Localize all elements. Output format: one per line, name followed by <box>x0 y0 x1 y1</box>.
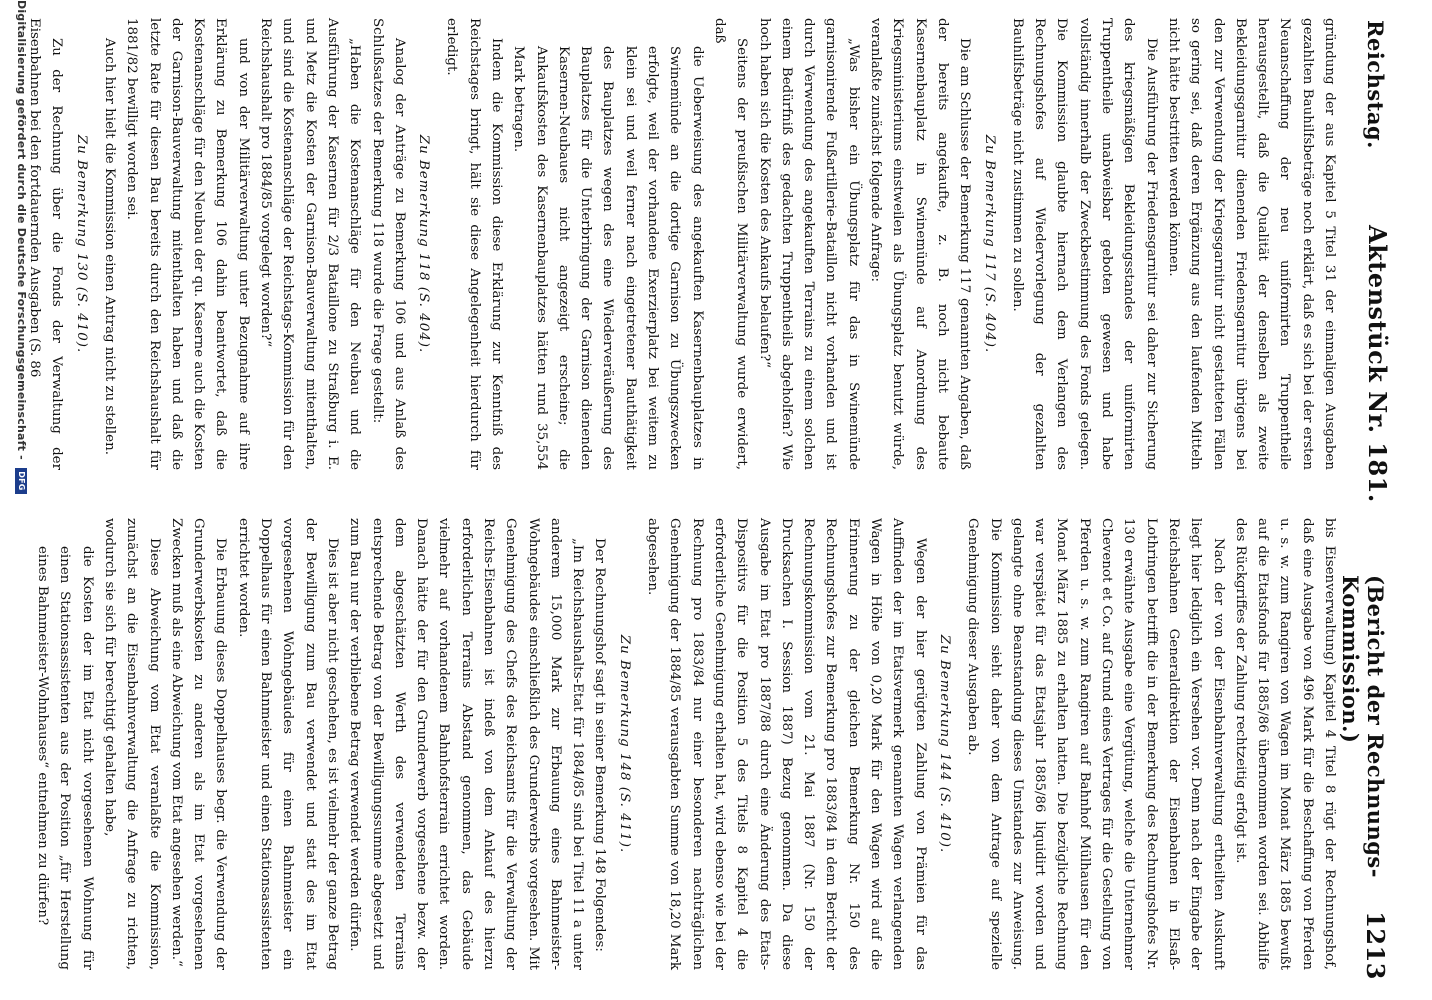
header-right: (Bericht der Rechnungs-Kommission.) <box>1338 575 1388 878</box>
paragraph: Nach der von der Eisenbahnverwaltung ertheilten Auskunft liegt hier lediglich ein Versehen vor. Denn nach der Eingabe der Reichsbahnen Generaldirektion der Eisenbahnen in Elsaß-Lothringen betrifft die in der Bemerkung des Rechnungshofes Nr. 130 erwähnte Ausgabe eine Vergütung, welche die Unternehmer Chevenot et Co. auf Grund eines Vertrages für die Gestellung von Pferden u. s. w. zum Rangiren auf Bahnhof Mülhausen für den Monat März 1885 zu erhalten hatten. Die bezügliche Rechnung war verspätet für das Etatsjahr 1885/86 liquidirt worden und gelangte ohne Beanstandung dieses Umstandes zur Anweisung. Die Kommission sieht daher von dem Antrage auf spezielle Genehmigung dieser Ausgaben ab. <box>965 518 1226 970</box>
page-header <box>1338 20 1392 980</box>
paragraph: Zu der Rechnung über die Fonds der Verwaltung der Eisenbahnen bei den fortdauernden Ausgaben (S. 86 <box>27 18 65 470</box>
paragraph: Analog der Anträge zu Bemerkung 106 und aus Anlaß des Schlußsatzes der Bemerkung 118 wurde die Frage gestellt: <box>369 18 407 470</box>
page-number: 1213 <box>1361 911 1390 980</box>
paragraph: gründung der aus Kapitel 5 Titel 31 der einmaligen Ausgaben gezahlten Bauhilfsbeträge noch erklärt, daß es sich bei der ersten Neuanschaffung der neu uniformirten Truppentheile herausgestellt, daß die Qualität der denselben als zweite Bekleidungsgarnitur dienenden Friedensgarnitur übrigens bei den zur Verwendung der Kriegsgarnitur nicht gestatteten Fällen so gering sei, daß deren Ergänzung aus den laufenden Mitteln nicht hätte bestritten werden können. <box>1165 18 1337 470</box>
section-heading: Zu Bemerkung 118 (S. 404). <box>416 134 432 354</box>
paragraph: Indem die Kommission diese Erklärung zur Kenntniß des Reichstages bringt, hält sie diese Angelegenheit hierdurch für erledigt. <box>444 18 505 470</box>
section-heading: Zu Bemerkung 144 (S. 410). <box>936 634 952 854</box>
footer-note <box>12 0 28 1000</box>
section-heading: Zu Bemerkung 148 (S. 411). <box>616 634 632 854</box>
paragraph: Die Erbauung dieses Doppelhauses begr. die Verwendung der Grunderwerbskosten zu anderen als im Etat vorgesehenen Zwecken muß als eine Abweichung vom Etat angesehen werden.“ <box>168 518 229 970</box>
footer-text: Digitalisierung gefördert durch die Deutsche Forschungsgemeinschaft - <box>15 0 28 460</box>
left-column <box>27 18 1340 470</box>
paragraph: Der Rechnungshof sagt in seiner Bemerkung 148 Folgendes: <box>592 538 608 952</box>
paragraph: Die Ausführung der Friedensgarnitur sei daher zur Sicherung des kriegsmäßigen Bekleidungsstandes der uniformirten Truppentheile unabweisbar geboten gewesen und habe vollständig innerhalb der Zweckbestimmung des Fonds gelegen. Die Kommission glaubte hiernach dem Verlangen des Rechnungshofes auf Wiedervorlegung der gezahlten Bauhilfsbeträge nicht zustimmen zu sollen. <box>1009 18 1159 470</box>
paragraph: Diese Abweichung vom Etat veranlaßte die Kommission, zunächst an die Eisenbahnverwaltung die Anfrage zu richten, wodurch sie sich für berechtigt gehalten habe, <box>101 518 162 970</box>
paragraph: bis Eisenverwaltung) Kapitel 4 Titel 8 rügt der Rechnungshof, daß eine Ausgabe von 496 Mark für die Beschaffung von Pferden u. s. w. zum Rangiren von Wagen im Monat März 1885 bewußt auf die Etatsfonds für 1885/86 übernommen worden sei. Abhilfe des Rückgriffes der Zahlung rechtzeitig erfolgt ist. <box>1232 518 1337 970</box>
section-heading: Zu Bemerkung 130 (S. 410). <box>73 134 89 354</box>
paragraph: Dies ist aber nicht geschehen, es ist vielmehr der ganze Betrag der Bewilligung zum Bau verwendet und statt des im Etat vorgesehenen Wohngebäudes für einen Bahnmeister ein Doppelhaus für einen Bahnmeister und einen Stationsassistenten errichtet worden. <box>235 518 340 970</box>
right-column <box>35 518 1340 970</box>
paragraph: Auch hier hielt die Kommission einen Antrag nicht zu stellen. <box>101 38 117 455</box>
indented-paragraph: die Kosten der im Etat nicht vorgesehenen Wohnung für einen Stationsassistenten aus der Position „für Herstellung eines Bahnmeister-Wohnhauses“ entnehmen zu dürfen? <box>35 546 95 970</box>
paragraph: Die am Schlusse der Bemerkung 117 genannten Angaben, daß der bereits angekaufte, z. B. noch nicht bebaute Kasernenbauplatz in Swinemünde auf Anordnung des Kriegsministeriums einstweilen als Übungsplatz benutzt würde, veranlaßte zunächst folgende Anfrage: <box>868 18 973 470</box>
paragraph: Wegen der hier gerügten Zahlung von Prämien für das Auffinden der im Etatsvermerk genannten Wagen verlangenden Wagen in Höhe von 0,20 Mark für den Wagen wird auf die Erinnerung zu der gleichen Bemerkung Nr. 150 des Rechnungshofes zur Bemerkung pro 1883/84 in dem Bericht der Rechnungskommission vom 21. Mai 1887 (Nr. 150 der Drucksachen I. Session 1887) Bezug genommen. Da diese Ausgabe im Etat pro 1887/88 durch eine Änderung des Etats-Dispositivs für die Position 5 des Titels 8 Kapitel 4 die erforderliche Genehmigung erhalten hat, wird ebenso wie bei der Rechnung pro 1883/84 nur einer besonderen nachträglichen Genehmigung der 1884/85 verausgabten Summe von 18,20 Mark abgesehen. <box>645 518 928 970</box>
dfg-logo: DFG <box>15 468 27 494</box>
section-heading: Zu Bemerkung 117 (S. 404). <box>981 134 997 354</box>
header-title: Aktenstück Nr. 181. <box>1363 225 1392 503</box>
header-left: Reichstag. <box>1363 20 1388 149</box>
quoted-paragraph: „Im Reichshaushalts-Etat für 1884/85 sind bei Titel 11 a unter anderem 15,000 Mark zur Erbauung eines Bahnmeister-Wohngebäudes einschließlich des Grunderwerbs vorgesehen. Mit Genehmigung des Chefs des Reichsamts für die Verwaltung der Reichs-Eisenbahnen ist indeß von dem Ankauf des hierzu erforderlichen Terrains Abstand genommen, das Gebäude vielmehr auf vorhandenem Bahnhofsterrain errichtet worden. Danach hätte der für den Grunderwerb vorgesehene bezw. der dem abgeschätzten Werth des verwendeten Terrains entsprechende Betrag von der Bewilligungssumme abgesetzt und zum Bau nur der verbliebene Betrag verwendet werden dürfen. <box>347 518 586 970</box>
paragraph: und von der Militärverwaltung unter Bezugnahme auf ihre Erklärung zu Bemerkung 106 dahin beantwortet, daß die Kostenanschläge für den Neubau der qu. Kaserne auch die Kosten der Garnison-Bauverwaltung mitenthalten haben und daß die letzte Rate für diesen Bau bereits durch den Reichshaushalt für 1881/82 bewilligt worden sei. <box>124 18 251 470</box>
indented-paragraph: die Ueberweisung des angekauften Kasernenbauplatzes in Swinemünde an die dortige Garnison zu Übungszwecken erfolgte, weil der vorhandene Exerzierplatz bei weitem zu klein sei und weil ferner nach eingetretener Bauthätigkeit des Bauplatzes wegen des eine Wiederveräußerung des Bauplatzes für die Unterbringung der Garnison dienenden Kasernen-Neubaues nicht angezeigt erscheine; die Ankaufskosten des Kasernenbauplatzes hätten rund 35,554 Mark betragen. <box>511 46 705 470</box>
paragraph: Seitens der preußischen Militärverwaltung wurde erwidert, daß <box>711 18 750 470</box>
quoted-paragraph: „Was bisher ein Übungsplatz für das in Swinemünde garnisonirende Fußartillerie-Bataillon nicht vorhanden und ist durch Verwendung des angekauften Terrains zu einem solchen einem Bedürfniß des gedachten Truppentheils abgeholfen? Wie hoch haben sich die Kosten des Ankaufs belaufen?“ <box>756 18 861 470</box>
quoted-paragraph: „Haben die Kostenanschläge für den Neubau und die Ausführung der Kasernen für 2/3 Bataillone zu Straßburg i. E. und Metz die Kosten der Garnison-Bauverwaltung mitenthalten, und sind die Kostenanschläge der Reichstags-Kommission für den Reichshaushalt pro 1884/85 vorgelegt worden?“ <box>258 18 363 470</box>
